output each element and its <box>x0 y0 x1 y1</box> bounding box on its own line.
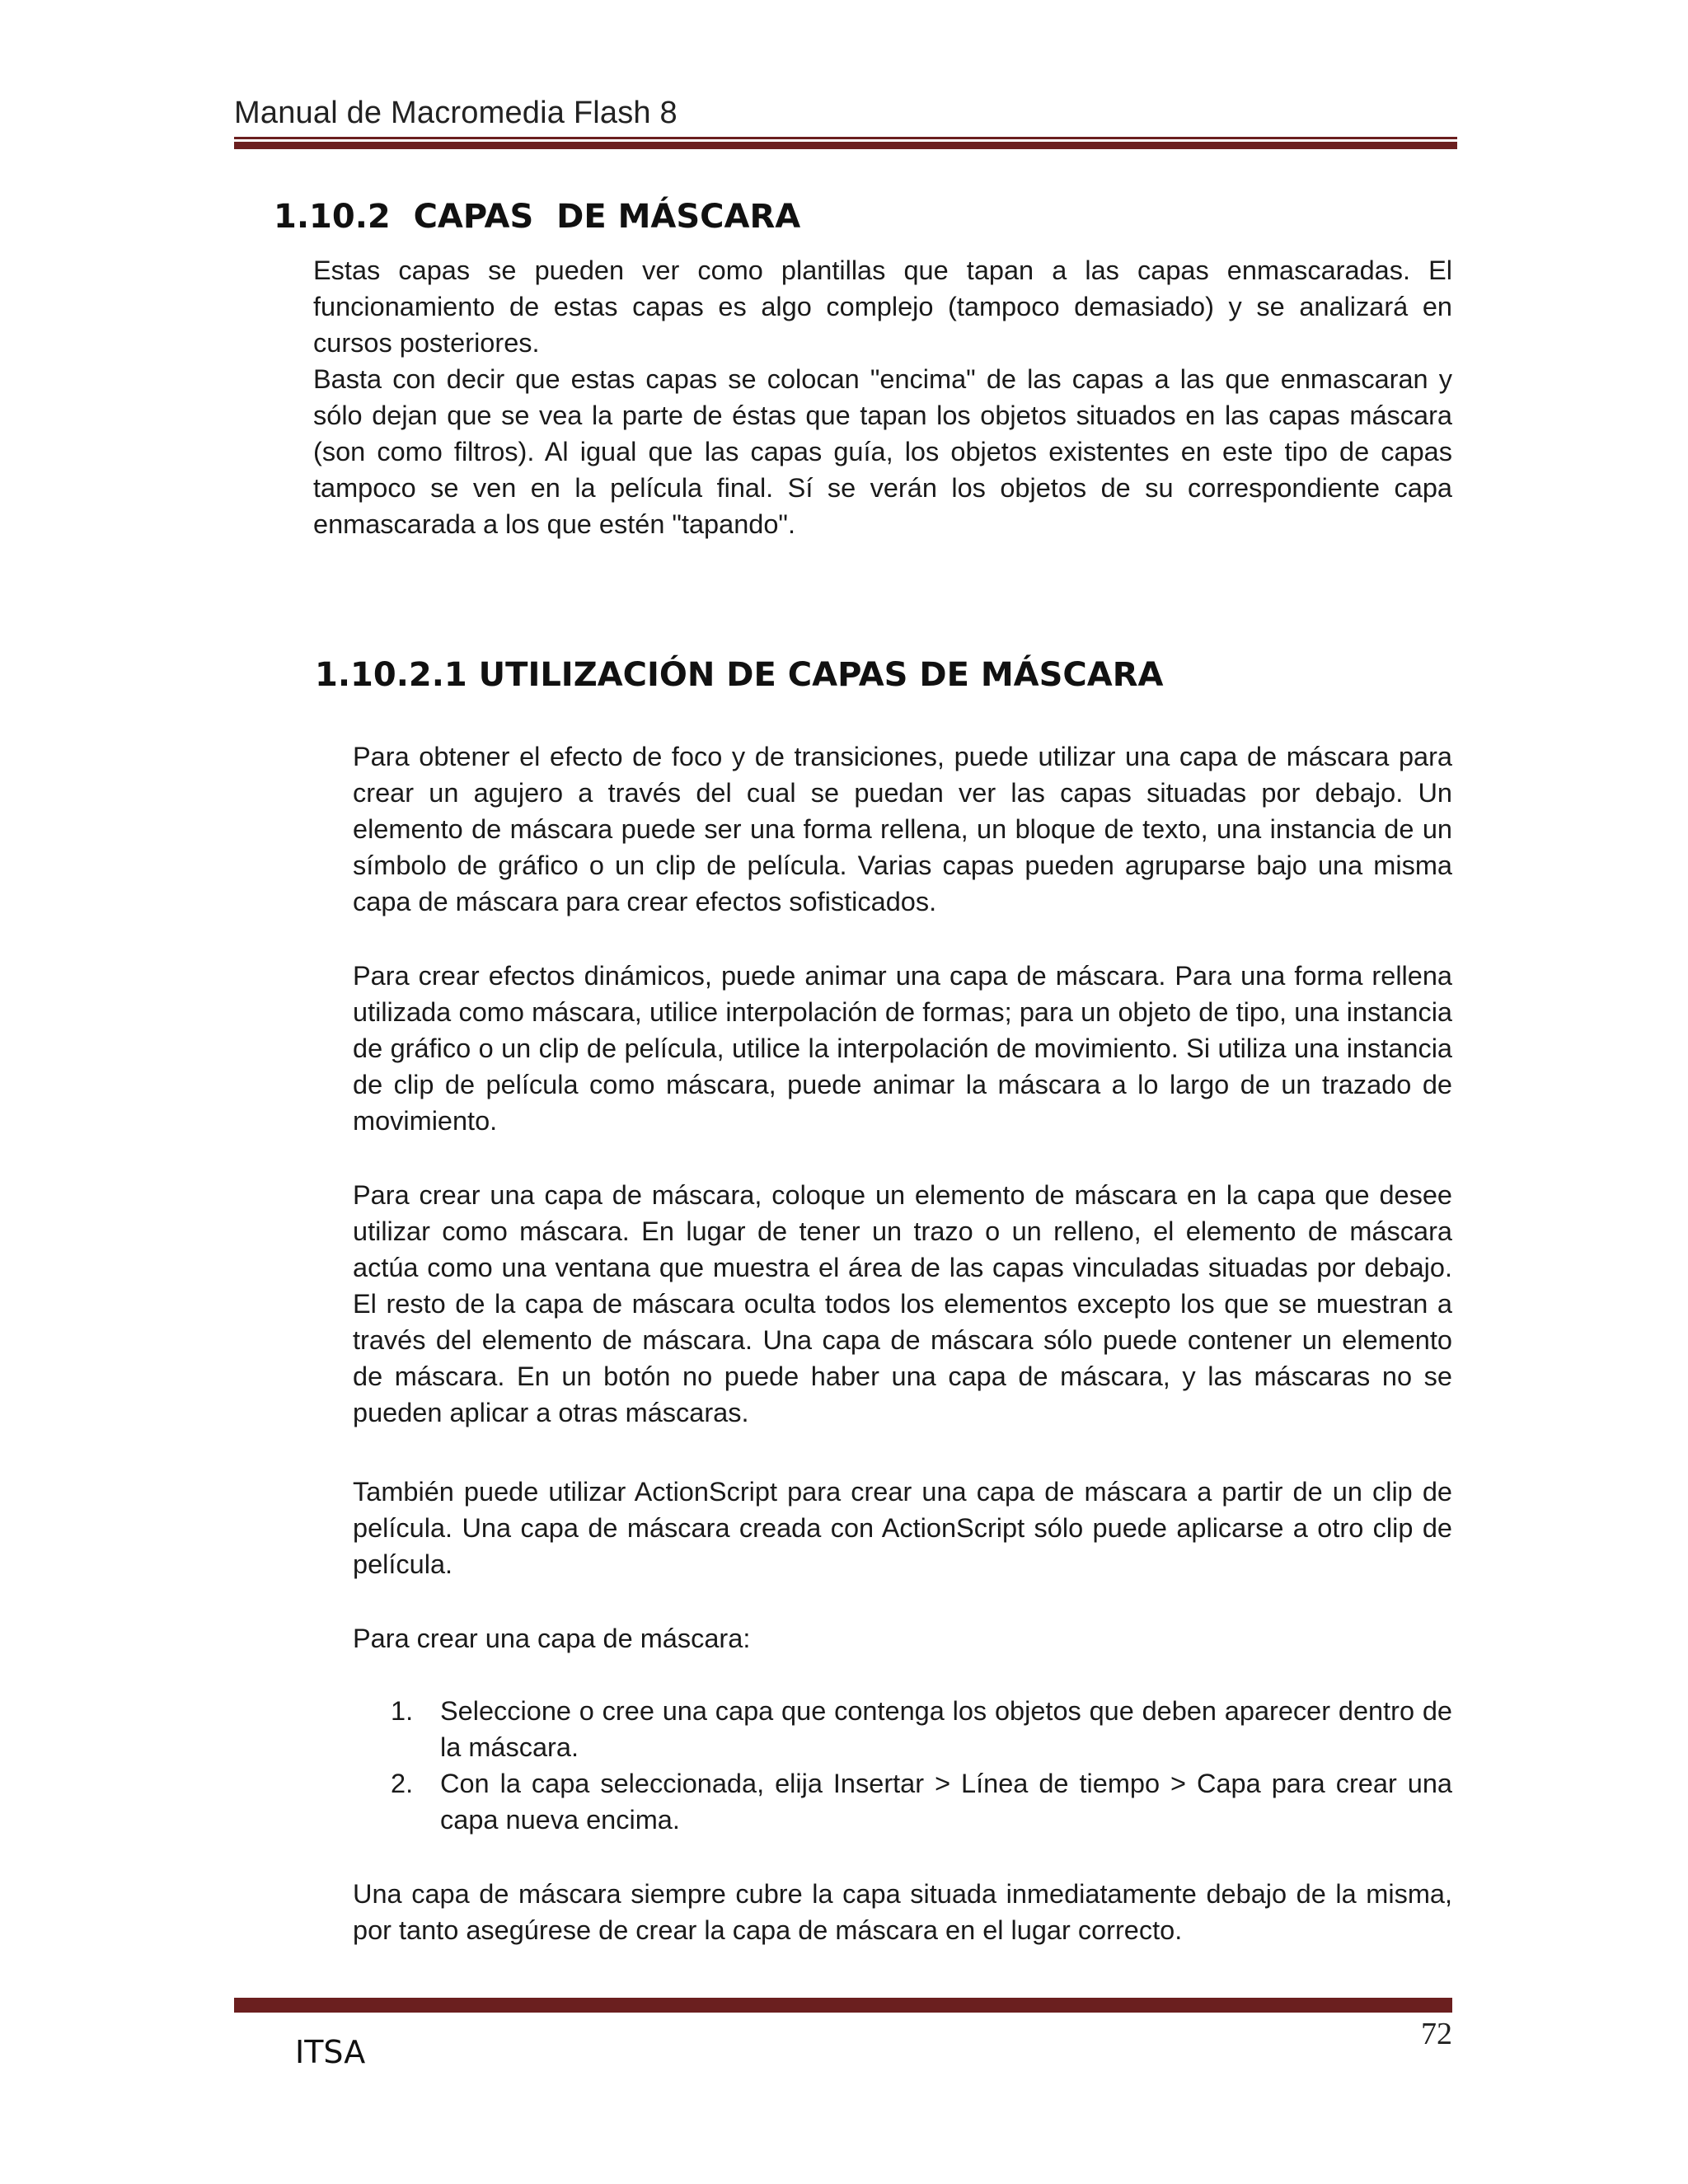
steps-intro: Para crear una capa de máscara: <box>353 1624 751 1653</box>
body-paragraph-3: Para crear una capa de máscara, coloque un elemento de máscara en la capa que desee utilizar como máscara. En lugar de tener un trazo o un relleno, el elemento de máscara actúa como una ventana que muestra el área de las capas vinculadas situadas por debajo. El resto de la capa de máscara oculta todos los elementos excepto los que se muestran a través del elemento de máscara. Una capa de máscara sólo puede contener un elemento de máscara. En un botón no puede haber una capa de máscara, y las máscaras no se pueden aplicar a otras máscaras. <box>353 1180 1452 1427</box>
body-paragraph-1: Para obtener el efecto de foco y de transiciones, puede utilizar una capa de máscara para crear un agujero a través del cual se puedan ver las capas situadas por debajo. Un elemento de máscara puede ser una forma rellena, un bloque de texto, una instancia de un símbolo de gráfico o un clip de película. Varias capas pueden agruparse bajo una misma capa de máscara para crear efectos sofisticados. <box>353 742 1452 916</box>
list-item <box>391 1765 1452 1838</box>
step-number: 2. <box>391 1769 414 1798</box>
list-item <box>391 1693 1452 1765</box>
step-text: Seleccione o cree una capa que contenga los objetos que deben aparecer dentro de la máscara. <box>440 1696 1452 1762</box>
body-paragraph-4: También puede utilizar ActionScript para crear una capa de máscara a partir de un clip de película. Una capa de máscara creada con ActionScript sólo puede aplicarse a otro clip de película. <box>353 1477 1452 1579</box>
body-paragraph-2: Para crear efectos dinámicos, puede animar una capa de máscara. Para una forma rellena utilizada como máscara, utilice interpolación de formas; para un objeto de tipo, una instancia de gráfico o un clip de película, utilice la interpolación de movimiento. Si utiliza una instancia de clip de película como máscara, puede animar la máscara a lo largo de un trazado de movimiento. <box>353 961 1452 1136</box>
step-text: Con la capa seleccionada, elija Insertar > Línea de tiempo > Capa para crear una capa nueva encima. <box>440 1769 1452 1835</box>
footer-divider <box>234 1998 1452 2013</box>
steps-list <box>391 1693 1452 1838</box>
step-number: 1. <box>391 1696 414 1726</box>
page-number: 72 <box>1421 2017 1452 2051</box>
intro-paragraph-1: Estas capas se pueden ver como plantillas que tapan a las capas enmascaradas. El funcionamiento de estas capas es algo complejo (tampoco demasiado) y se analizará en cursos posteriores. <box>313 255 1452 358</box>
header-divider-thin <box>234 137 1457 139</box>
subsection-heading: 1.10.2.1 UTILIZACIÓN DE CAPAS DE MÁSCARA <box>315 656 1164 694</box>
footer-organization: ITSA <box>295 2034 366 2070</box>
running-header-title: Manual de Macromedia Flash 8 <box>234 96 678 130</box>
header-divider-thick <box>234 142 1457 149</box>
section-heading: 1.10.2 CAPAS DE MÁSCARA <box>274 198 801 236</box>
intro-paragraph-2: Basta con decir que estas capas se colocan "encima" de las capas a las que enmascaran y sólo dejan que se vea la parte de éstas que tapan los objetos situados en las capas máscara (son como filtros). Al igual que las capas guía, los objetos existentes en este tipo de capas tampoco se ven en la película final. Sí se verán los objetos de su correspondiente capa enmascarada a los que estén "tapando". <box>313 364 1452 539</box>
closing-paragraph: Una capa de máscara siempre cubre la capa situada inmediatamente debajo de la misma, por tanto asegúrese de crear la capa de máscara en el lugar correcto. <box>353 1879 1452 1945</box>
